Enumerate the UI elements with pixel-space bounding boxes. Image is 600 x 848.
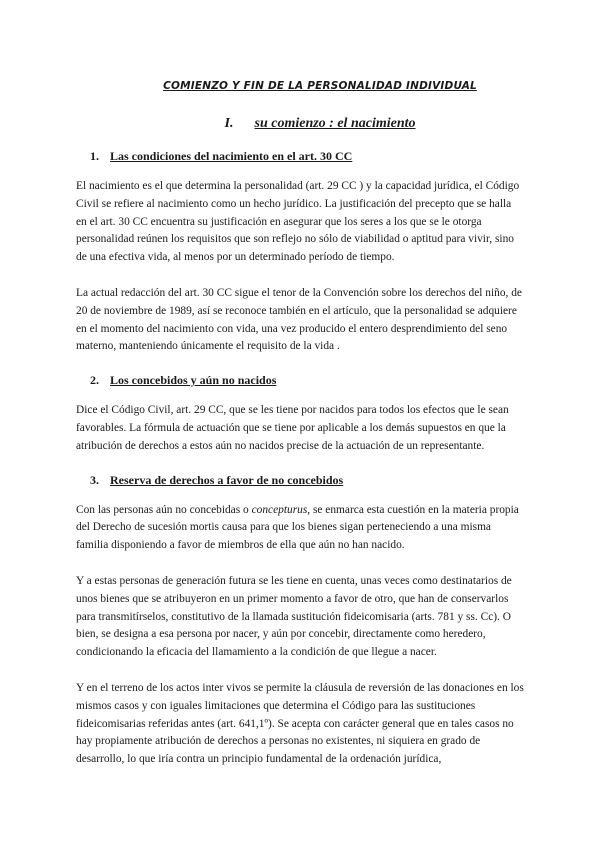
paragraph <box>76 502 524 555</box>
paragraph: Y a estas personas de generación futura se les tiene en cuenta, unas veces como destinatarios de unos bienes que se atribuyeron en un primer momento a favor de otro, que han de conservarlos para transmitírselos, constitutivo de la llamada sustitución fideicomisaria (arts. 781 y ss. Cc). O bien, se designa a esa persona por nacer, y aún por concebir, directamente como heredero, condicionando la eficacia del llamamiento a la condición de que llegue a nacer. <box>76 574 512 659</box>
paragraph: La actual redacción del art. 30 CC sigue el tenor de la Convención sobre los derechos del niño, de 20 de noviembre de 1989, así se reconoce también en el artículo, que la personalidad se adquiere en el momento del nacimiento con vida, una vez producido el entero desprendimiento del seno materno, manteniendo únicamente el requisito de la vida . <box>76 286 522 353</box>
subsection-number: 1. <box>90 149 99 163</box>
subsection-number: 3. <box>90 472 99 487</box>
subsection-3-heading <box>90 473 524 488</box>
section-heading <box>76 116 524 132</box>
paragraph: Y en el terreno de los actos inter vivos se permite la cláusula de reversión de las donaciones en los mismos casos y con iguales limitaciones que determina el Código para las sustituciones fideicomisarias referidas antes (art. 641,1º). Se acepta con carácter general que en tales casos no hay propiamente atribución de derechos a personas no existentes, ni siquiera en grado de desarrollo, lo que iría contra un principio fundamental de la ordenación jurídica, <box>76 681 524 766</box>
section-number: I. <box>224 116 234 131</box>
subsection-heading-text: Reserva de derechos a favor de no concebidos <box>110 472 344 487</box>
subsection-heading-text: Las condiciones del nacimiento en el art. 30 CC <box>110 149 353 163</box>
subsection-heading-text: Los concebidos y aún no nacidos <box>110 373 277 388</box>
paragraph-text: Con las personas aún no concebidas o <box>76 503 252 516</box>
subsection-1-heading <box>90 149 524 164</box>
subsection-number: 2. <box>90 373 99 388</box>
paragraph-text: , se enmarca esta cuestión en la materia propia del Derecho de sucesión mortis causa para que los bienes sigan perteneciendo a una misma familia disponiendo a favor de miembros de ella que aún no han nacido. <box>76 503 519 552</box>
subsection-2-heading <box>90 373 524 388</box>
paragraph: El nacimiento es el que determina la personalidad (art. 29 CC ) y la capacidad jurídica, el Código Civil se refiere al nacimiento como un hecho jurídico. La justificación del precepto que se halla en el art. 30 CC encuentra su justificación en asegurar que los seres a los que se le otorga personalidad reúnen los requisitos que son reflejo no sólo de viabilidad o aptitud para vivir, sino de una efectiva vida, al menos por un determinado período de tiempo. <box>76 180 520 264</box>
latin-term: concepturus <box>251 503 308 516</box>
document-title: COMIENZO Y FIN DE LA PERSONALIDAD INDIVIDUAL <box>163 80 477 92</box>
section-heading-text: su comienzo : el nacimiento <box>254 116 416 131</box>
paragraph: Dice el Código Civil, art. 29 CC, que se les tiene por nacidos para todos los efectos que le sean favorables. La fórmula de actuación que se tiene por aplicable a los demás supuestos en que la atribución de derechos a estos aún no nacidos precise de la actuación de un representante. <box>76 404 509 452</box>
